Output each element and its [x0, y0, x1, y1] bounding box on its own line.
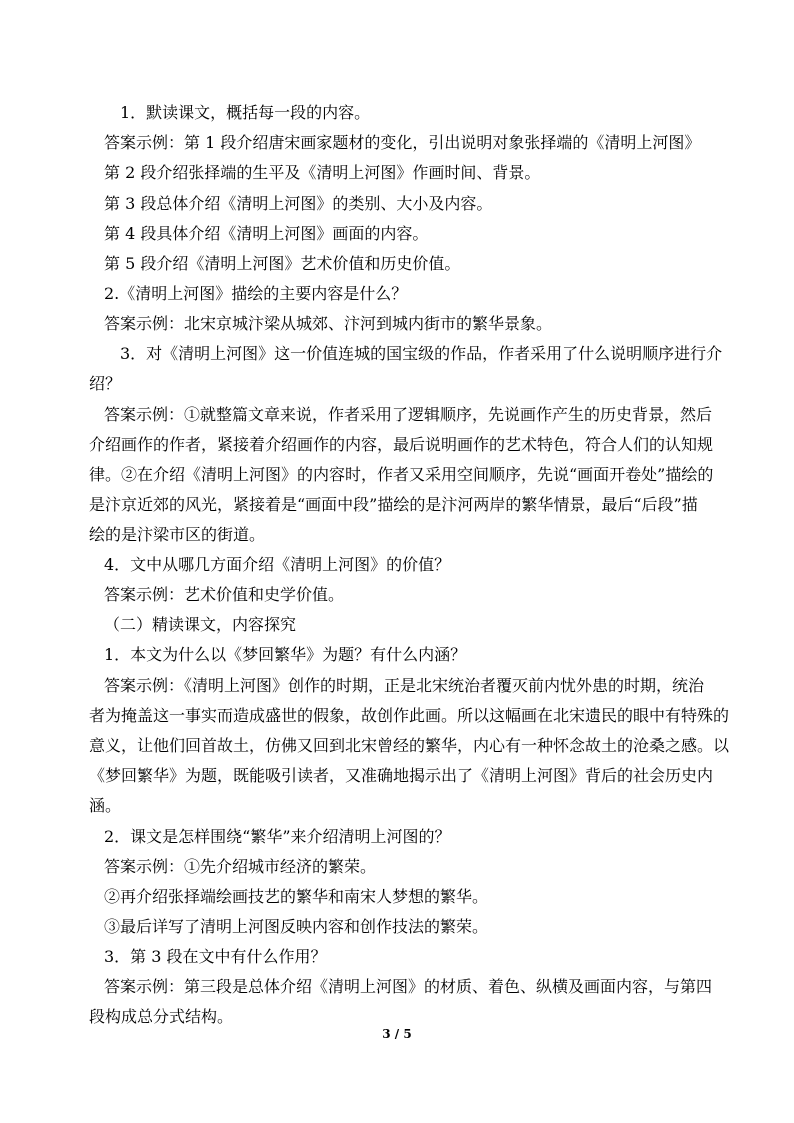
answer-3-line-3: 律。②在介绍《清明上河图》的内容时，作者又采用空间顺序，先说“画面开卷处”描绘的 [89, 465, 714, 484]
section-heading: （二）精读课文，内容探究 [104, 615, 297, 634]
answer-5-line-5: 涵。 [89, 796, 122, 815]
answer-2: 答案示例：北宋京城汴梁从城郊、汴河到城内街市的繁华景象。 [104, 314, 553, 333]
answer-5-line-3: 意义，让他们回首故土，仿佛又回到北宋曾经的繁华，内心有一种怀念故土的沧桑之感。以 [89, 736, 730, 755]
question-7: 3．第 3 段在文中有什么作用？ [104, 947, 327, 966]
answer-5-line-4: 《梦回繁华》为题，既能吸引读者，又准确地揭示出了《清明上河图》背后的社会历史内 [89, 766, 714, 785]
question-1: 1．默读课文，概括每一段的内容。 [120, 103, 371, 122]
answer-3-line-5: 绘的是汴梁市区的街道。 [89, 525, 266, 544]
answer-7-line-1: 答案示例：第三段是总体介绍《清明上河图》的材质、着色、纵横及画面内容，与第四 [104, 977, 713, 996]
answer-6-line-2: ②再介绍张择端绘画技艺的繁华和南宋人梦想的繁华。 [104, 887, 489, 906]
question-4: 4．文中从哪几方面介绍《清明上河图》的价值？ [104, 555, 451, 574]
question-5: 1．本文为什么以《梦回繁华》为题？有什么内涵？ [104, 645, 467, 664]
answer-1-line-2: 第 2 段介绍张择端的生平及《清明上河图》作画时间、背景。 [104, 163, 541, 182]
question-6: 2．课文是怎样围绕“繁华”来介绍清明上河图的？ [104, 827, 451, 846]
answer-7-line-2: 段构成总分式结构。 [89, 1007, 234, 1026]
answer-6-line-1: 答案示例：①先介绍城市经济的繁荣。 [104, 857, 377, 876]
question-2: 2.《清明上河图》描绘的主要内容是什么？ [104, 284, 408, 303]
answer-5-line-2: 者为掩盖这一事实而造成盛世的假象，故创作此画。所以这幅画在北宋遗民的眼中有特殊的 [89, 706, 730, 725]
question-3-line-2: 绍？ [89, 374, 122, 393]
answer-3-line-4: 是汴京近郊的风光，紧接着是“画面中段”描绘的是汴河两岸的繁华情景，最后“后段”描 [89, 495, 698, 514]
answer-1-line-3: 第 3 段总体介绍《清明上河图》的类别、大小及内容。 [104, 194, 493, 213]
question-3-line-1: 3．对《清明上河图》这一价值连城的国宝级的作品，作者采用了什么说明顺序进行介 [120, 344, 723, 363]
answer-4: 答案示例：艺术价值和史学价值。 [104, 585, 345, 604]
answer-1-line-4: 第 4 段具体介绍《清明上河图》画面的内容。 [104, 224, 429, 243]
answer-3-line-2: 介绍画作的作者，紧接着介绍画作的内容，最后说明画作的艺术特色，符合人们的认知规 [89, 435, 714, 454]
page-number: 3 / 5 [382, 1027, 412, 1041]
answer-3-line-1: 答案示例：①就整篇文章来说，作者采用了逻辑顺序，先说画作产生的历史背景，然后 [104, 405, 713, 424]
answer-5-line-1: 答案示例：《清明上河图》创作的时期，正是北宋统治者覆灭前内忧外患的时期，统治 [104, 676, 705, 695]
answer-1-line-1: 答案示例：第 1 段介绍唐宋画家题材的变化，引出说明对象张择端的《清明上河图》 [104, 133, 701, 152]
answer-6-line-3: ③最后详写了清明上河图反映内容和创作技法的繁荣。 [104, 917, 489, 936]
answer-1-line-5: 第 5 段介绍《清明上河图》艺术价值和历史价值。 [104, 254, 461, 273]
